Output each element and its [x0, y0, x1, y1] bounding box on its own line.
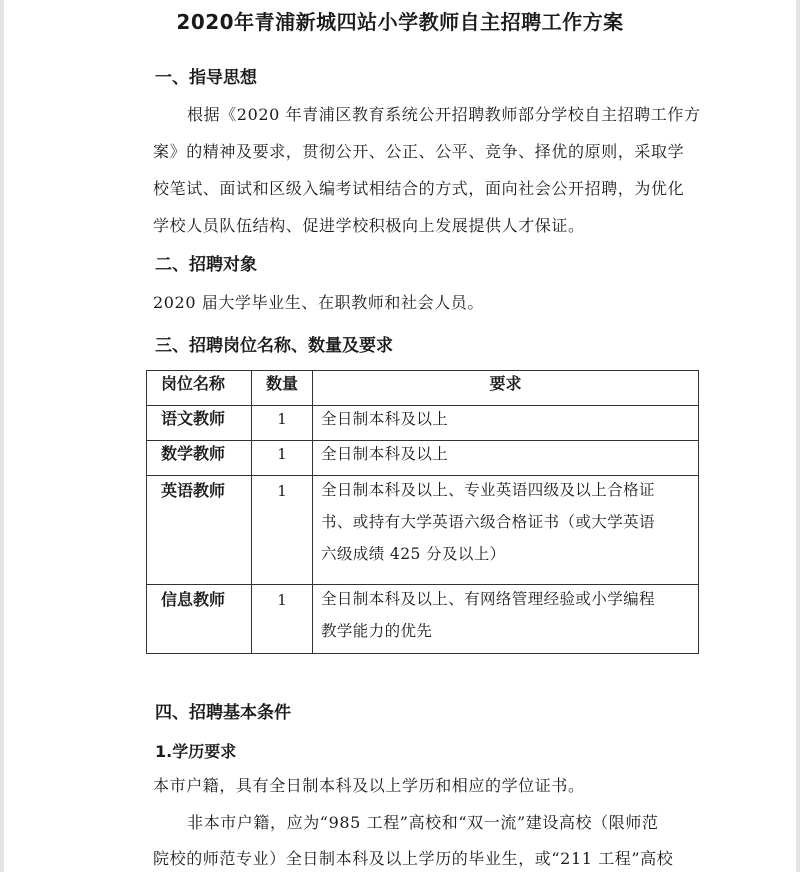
- paragraph-line: 本市户籍，具有全日制本科及以上学历和相应的学位证书。: [153, 776, 585, 795]
- cell-requirements: 全日制本科及以上: [313, 406, 699, 441]
- subsection-heading: 1.学历要求: [155, 742, 237, 761]
- table-row: [147, 585, 699, 654]
- header-cell-count: 数量: [252, 371, 313, 406]
- paragraph-line: 学校人员队伍结构、促进学校积极向上发展提供人才保证。: [153, 216, 585, 235]
- section-1-heading: 一、指导思想: [155, 68, 257, 88]
- page-title: 2020年青浦新城四站小学教师自主招聘工作方案: [176, 10, 624, 34]
- section-2-heading: 二、招聘对象: [155, 255, 257, 275]
- cell-requirements: 全日制本科及以上、有网络管理经验或小学编程 教学能力的优先: [313, 585, 699, 654]
- section-4-heading: 四、招聘基本条件: [155, 703, 291, 723]
- paragraph-line: 根据《2020 年青浦区教育系统公开招聘教师部分学校自主招聘工作方: [187, 105, 701, 124]
- section-3-heading: 三、招聘岗位名称、数量及要求: [155, 336, 393, 356]
- paragraph-line: 院校的师范专业）全日制本科及以上学历的毕业生，或“211 工程”高校: [153, 849, 674, 868]
- cell-count: 1: [252, 441, 313, 476]
- cell-count: 1: [252, 476, 313, 585]
- cell-requirements: 全日制本科及以上: [313, 441, 699, 476]
- table-header-row: [147, 371, 699, 406]
- table-row: [147, 441, 699, 476]
- cell-count: 1: [252, 406, 313, 441]
- paragraph-line: 校笔试、面试和区级入编考试相结合的方式，面向社会公开招聘，为优化: [153, 179, 685, 198]
- paragraph-line: 非本市户籍，应为“985 工程”高校和“双一流”建设高校（限师范: [187, 813, 659, 832]
- cell-position-name: 信息教师: [147, 585, 252, 654]
- positions-table: [146, 370, 699, 654]
- cell-position-name: 英语教师: [147, 476, 252, 585]
- cell-requirements: 全日制本科及以上、专业英语四级及以上合格证 书、或持有大学英语六级合格证书（或大学英语 六级成绩 425 分及以上）: [313, 476, 699, 585]
- table-row: [147, 406, 699, 441]
- cell-count: 1: [252, 585, 313, 654]
- cell-position-name: 数学教师: [147, 441, 252, 476]
- table-row: [147, 476, 699, 585]
- paragraph-line: 案》的精神及要求，贯彻公开、公正、公平、竞争、择优的原则，采取学: [153, 142, 685, 161]
- paragraph-line: 2020 届大学毕业生、在职教师和社会人员。: [153, 293, 485, 312]
- cell-position-name: 语文教师: [147, 406, 252, 441]
- header-cell-name: 岗位名称: [147, 371, 252, 406]
- header-cell-requirements: 要求: [313, 371, 699, 406]
